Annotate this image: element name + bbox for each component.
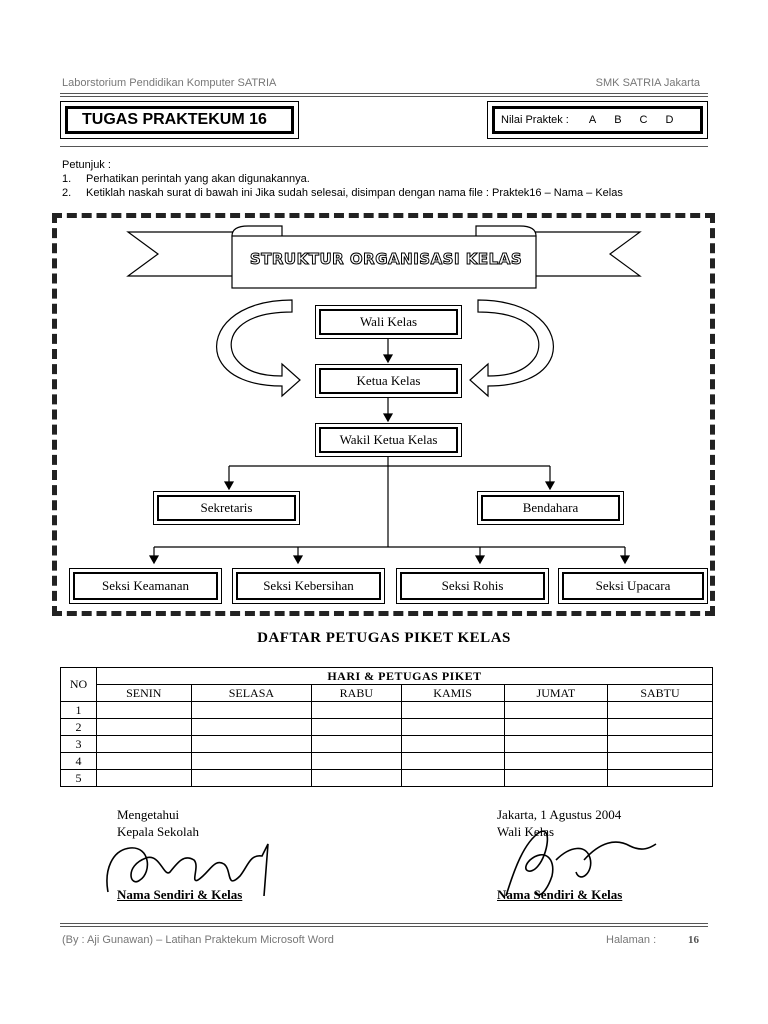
- footer-credit: (By : Aji Gunawan) – Latihan Praktekum Microsoft Word: [62, 934, 334, 946]
- signature-left-line1: Mengetahui: [117, 807, 180, 822]
- row-number: 5: [61, 770, 97, 787]
- row-number: 4: [61, 753, 97, 770]
- footer-page-label: Halaman :: [606, 934, 657, 946]
- footer-page-number: 16: [688, 934, 699, 946]
- footer-rule: [60, 923, 708, 924]
- banner-title: STRUKTUR ORGANISASI KELAS: [249, 250, 523, 268]
- nilai-label: Nilai Praktek :: [501, 114, 569, 126]
- node-wali-kelas-label: Wali Kelas: [319, 309, 458, 335]
- day-header-jumat: JUMAT: [504, 685, 607, 702]
- node-seksi-kebersihan-label: Seksi Kebersihan: [236, 572, 381, 600]
- row-number: 2: [61, 719, 97, 736]
- day-header-kamis: KAMIS: [401, 685, 504, 702]
- node-bendahara-label: Bendahara: [481, 495, 620, 521]
- nilai-option-c: C: [639, 114, 648, 126]
- group-header: HARI & PETUGAS PIKET: [97, 668, 713, 685]
- nilai-option-a: A: [588, 114, 597, 126]
- day-header-sabtu: SABTU: [607, 685, 712, 702]
- day-header-rabu: RABU: [312, 685, 401, 702]
- node-wakil-ketua-label: Wakil Ketua Kelas: [319, 427, 458, 453]
- node-seksi-rohis-label: Seksi Rohis: [400, 572, 545, 600]
- nilai-option-d: D: [665, 114, 674, 126]
- row-number: 1: [61, 702, 97, 719]
- no-header: NO: [61, 668, 97, 702]
- instruction-text-2: Ketiklah naskah surat di bawah ini Jika sudah selesai, disimpan dengan nama file : Praktek16 – Nama – Kelas: [86, 187, 623, 199]
- piket-title: DAFTAR PETUGAS PIKET KELAS: [257, 630, 511, 646]
- node-seksi-keamanan-label: Seksi Keamanan: [73, 572, 218, 600]
- instruction-num-2: 2.: [62, 187, 72, 199]
- signature-right-name: Nama Sendiri & Kelas: [497, 887, 623, 902]
- instructions-heading: Petunjuk :: [62, 159, 111, 171]
- header-left: Laborstorium Pendidikan Komputer SATRIA: [62, 77, 277, 89]
- day-header-senin: SENIN: [97, 685, 192, 702]
- signature-left-name: Nama Sendiri & Kelas: [117, 887, 243, 902]
- instruction-text-1: Perhatikan perintah yang akan digunakannya.: [86, 173, 310, 185]
- signature-scribble-left: [107, 844, 268, 896]
- signature-right-line2: Wali Kelas: [497, 824, 555, 839]
- node-seksi-upacara-label: Seksi Upacara: [562, 572, 704, 600]
- instruction-num-1: 1.: [62, 173, 72, 185]
- task-title: TUGAS PRAKTEKUM 16: [65, 106, 294, 134]
- node-ketua-kelas-label: Ketua Kelas: [319, 368, 458, 394]
- day-header-selasa: SELASA: [191, 685, 312, 702]
- nilai-option-b: B: [614, 114, 622, 126]
- signature-right-line1: Jakarta, 1 Agustus 2004: [497, 807, 622, 822]
- signature-left-line2: Kepala Sekolah: [117, 824, 199, 839]
- header-right: SMK SATRIA Jakarta: [595, 77, 700, 89]
- footer-rule-2: [60, 926, 708, 927]
- signature-scribble-right: [506, 831, 656, 896]
- row-number: 3: [61, 736, 97, 753]
- node-sekretaris-label: Sekretaris: [157, 495, 296, 521]
